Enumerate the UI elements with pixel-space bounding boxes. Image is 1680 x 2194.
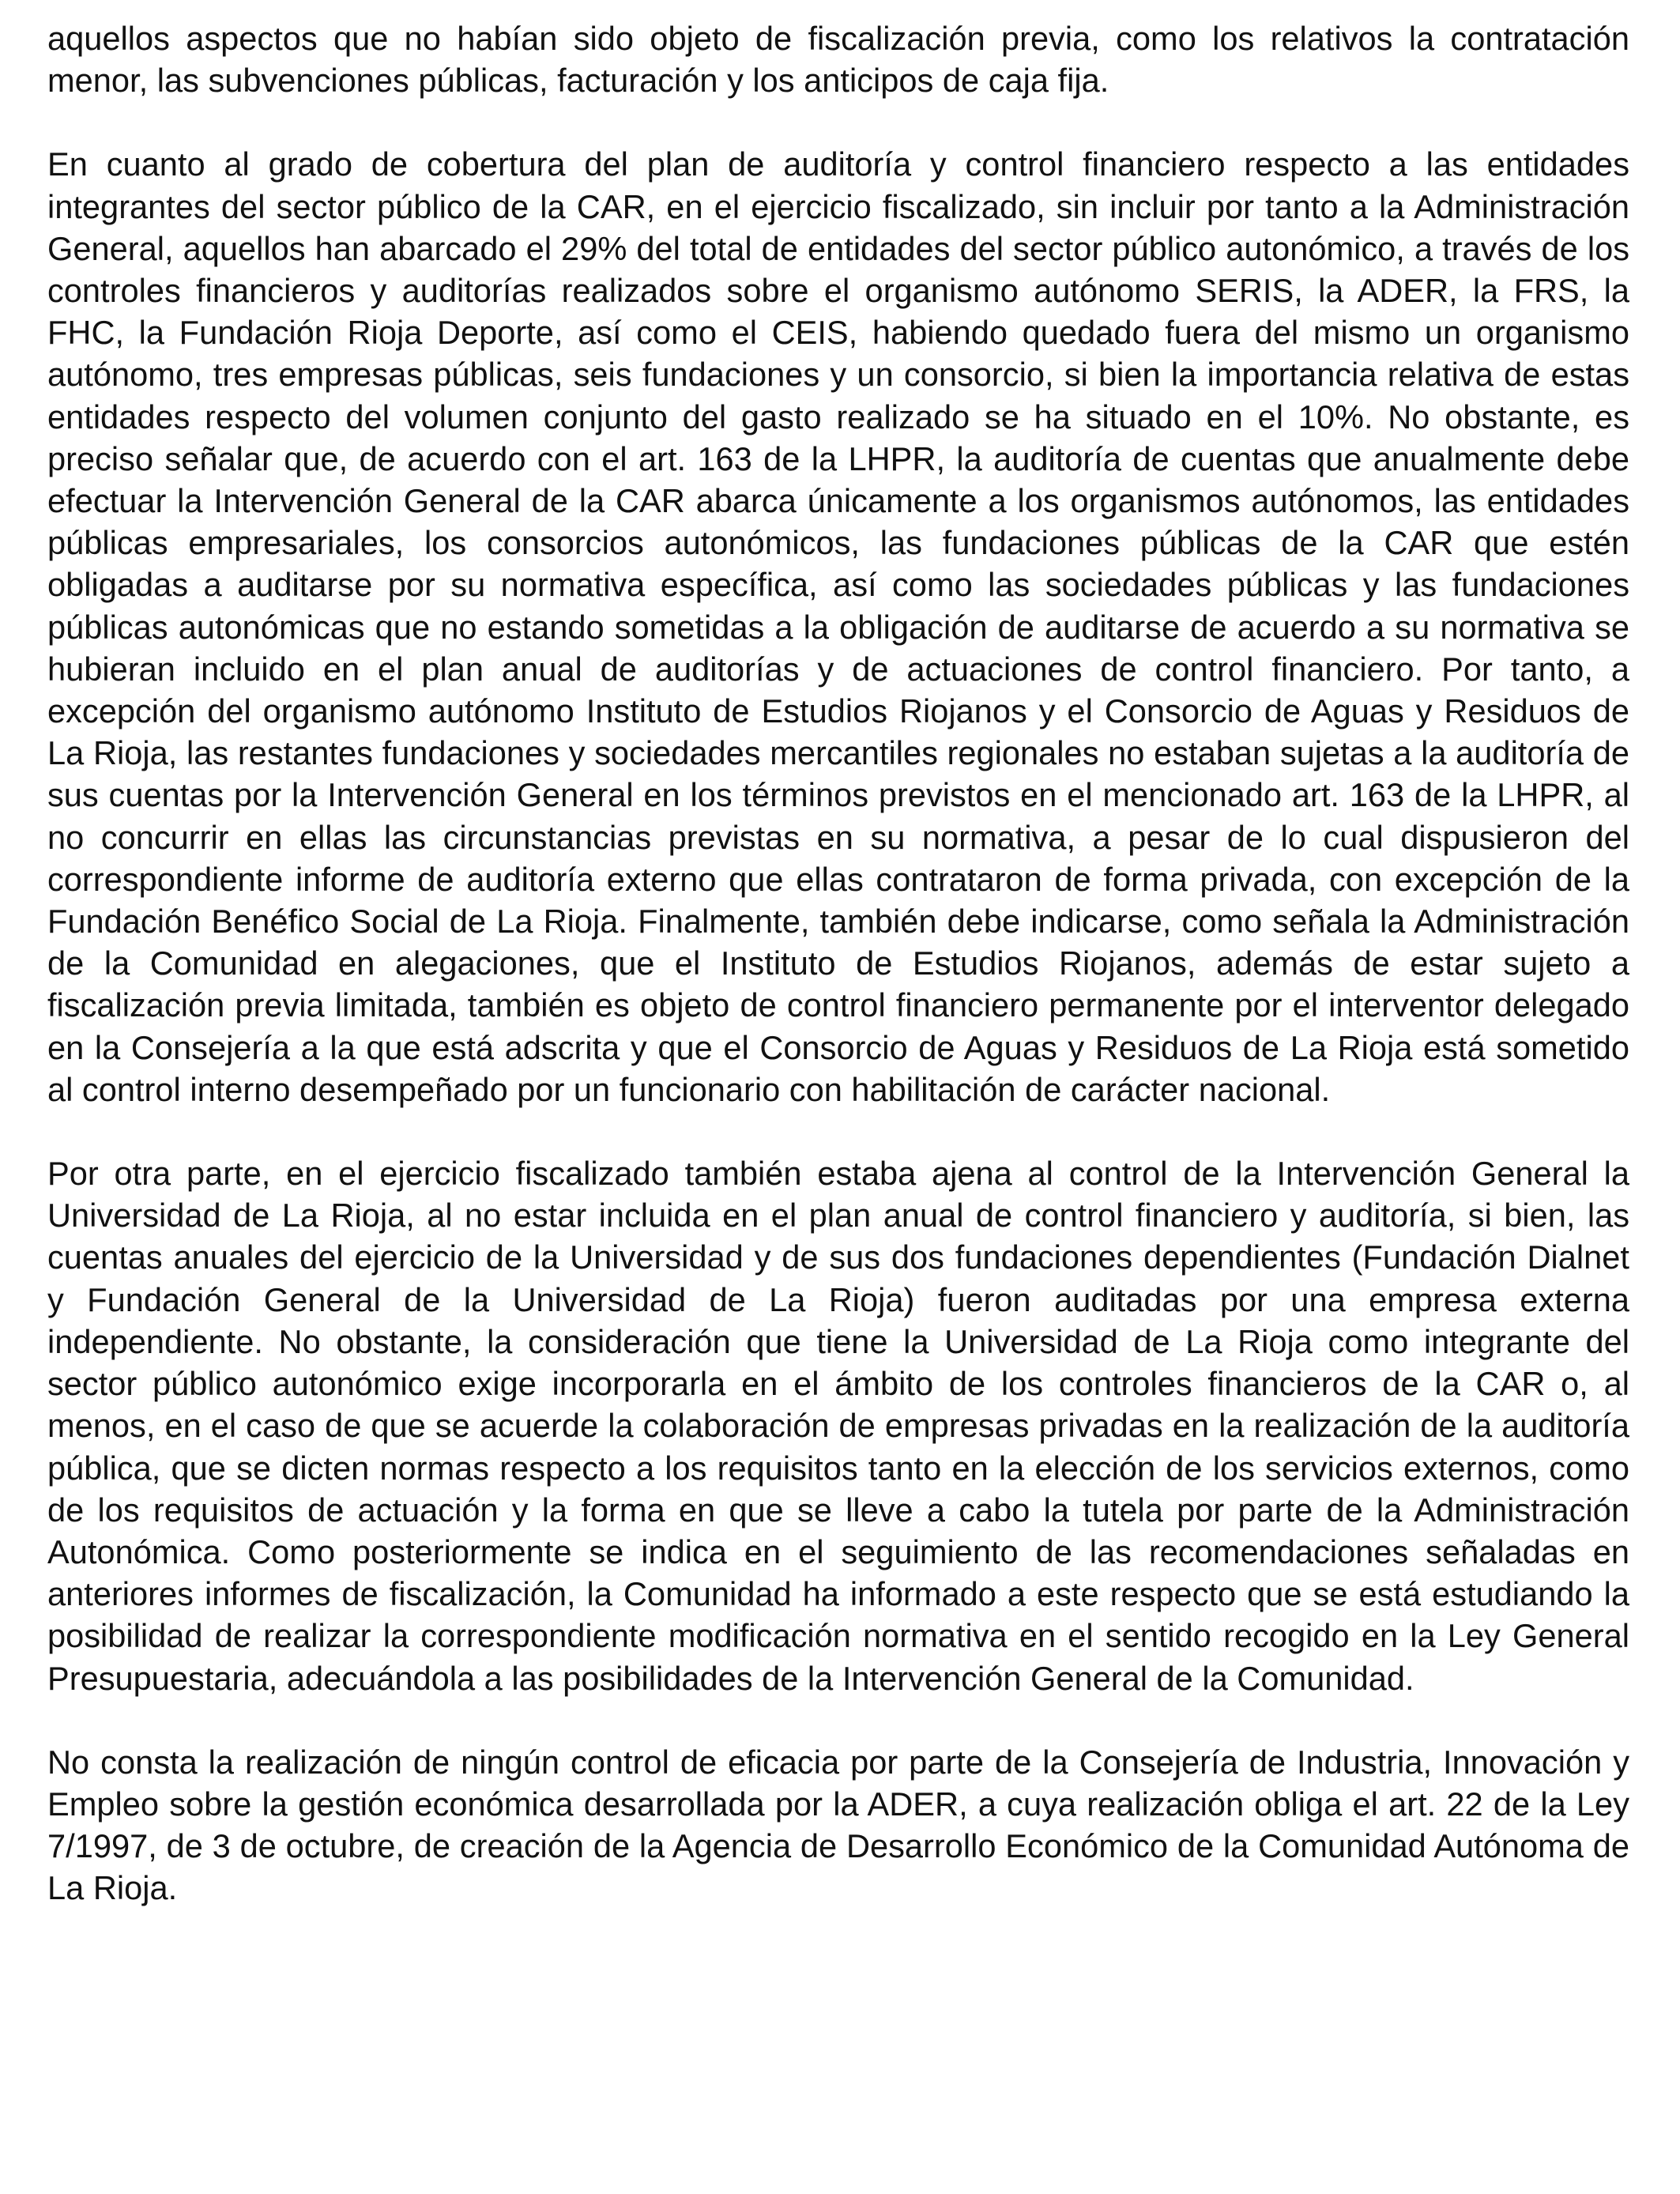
document-page [47, 17, 1629, 1951]
paragraph-university: Por otra parte, en el ejercicio fiscalizado también estaba ajena al control de la Intervención General la Universidad de La Rioja, al no estar incluida en el plan anual de control financiero y auditoría, si bien, las cuentas anuales del ejercicio de la Universidad y de sus dos fundaciones dependientes (Fundación Dialnet y Fundación General de la Universidad de La Rioja) fueron auditadas por una empresa externa independiente. No obstante, la consideración que tiene la Universidad de La Rioja como integrante del sector público autonómico exige incorporarla en el ámbito de los controles financieros de la CAR o, al menos, en el caso de que se acuerde la colaboración de empresas privadas en la realización de la auditoría pública, que se dicten normas respecto a los requisitos tanto en la elección de los servicios externos, como de los requisitos de actuación y la forma en que se lleve a cabo la tutela por parte de la Administración Autonómica. Como posteriormente se indica en el seguimiento de las recomendaciones señaladas en anteriores informes de fiscalización, la Comunidad ha informado a este respecto que se está estudiando la posibilidad de realizar la correspondiente modificación normativa en el sentido recogido en la Ley General Presupuestaria, adecuándola a las posibilidades de la Intervención General de la Comunidad. [47, 1155, 1629, 1697]
paragraph-continuation: aquellos aspectos que no habían sido objeto de fiscalización previa, como los relativos la contratación menor, las subvenciones públicas, facturación y los anticipos de caja fija. [47, 20, 1629, 100]
paragraph-audit-coverage: En cuanto al grado de cobertura del plan de auditoría y control financiero respecto a las entidades integrantes del sector público de la CAR, en el ejercicio fiscalizado, sin incluir por tanto a la Administración General, aquellos han abarcado el 29% del total de entidades del sector público autonómico, a través de los controles financieros y auditorías realizados sobre el organismo autónomo SERIS, la ADER, la FRS, la FHC, la Fundación Rioja Deporte, así como el CEIS, habiendo quedado fuera del mismo un organismo autónomo, tres empresas públicas, seis fundaciones y un consorcio, si bien la importancia relativa de estas entidades respecto del volumen conjunto del gasto realizado se ha situado en el 10%. No obstante, es preciso señalar que, de acuerdo con el art. 163 de la LHPR, la auditoría de cuentas que anualmente debe efectuar la Intervención General de la CAR abarca únicamente a los organismos autónomos, las entidades públicas empresariales, los consorcios autonómicos, las fundaciones públicas de la CAR que estén obligadas a auditarse por su normativa específica, así como las sociedades públicas y las fundaciones públicas autonómicas que no estando sometidas a la obligación de auditarse de acuerdo a su normativa se hubieran incluido en el plan anual de auditorías y de actuaciones de control financiero. Por tanto, a excepción del organismo autónomo Instituto de Estudios Riojanos y el Consorcio de Aguas y Residuos de La Rioja, las restantes fundaciones y sociedades mercantiles regionales no estaban sujetas a la auditoría de sus cuentas por la Intervención General en los términos previstos en el mencionado art. 163 de la LHPR, al no concurrir en ellas las circunstancias previstas en su normativa, a pesar de lo cual dispusieron del correspondiente informe de auditoría externo que ellas contrataron de forma privada, con excepción de la Fundación Benéfico Social de La Rioja. Finalmente, también debe indicarse, como señala la Administración de la Comunidad en alegaciones, que el Instituto de Estudios Riojanos, además de estar sujeto a fiscalización previa limitada, también es objeto de control financiero permanente por el interventor delegado en la Consejería a la que está adscrita y que el Consorcio de Aguas y Residuos de La Rioja está sometido al control interno desempeñado por un funcionario con habilitación de carácter nacional. [47, 145, 1629, 1108]
paragraph-ader-efficacy: No consta la realización de ningún control de eficacia por parte de la Consejería de Industria, Innovación y Empleo sobre la gestión económica desarrollada por la ADER, a cuya realización obliga el art. 22 de la Ley 7/1997, de 3 de octubre, de creación de la Agencia de Desarrollo Económico de la Comunidad Autónoma de La Rioja. [47, 1743, 1629, 1907]
